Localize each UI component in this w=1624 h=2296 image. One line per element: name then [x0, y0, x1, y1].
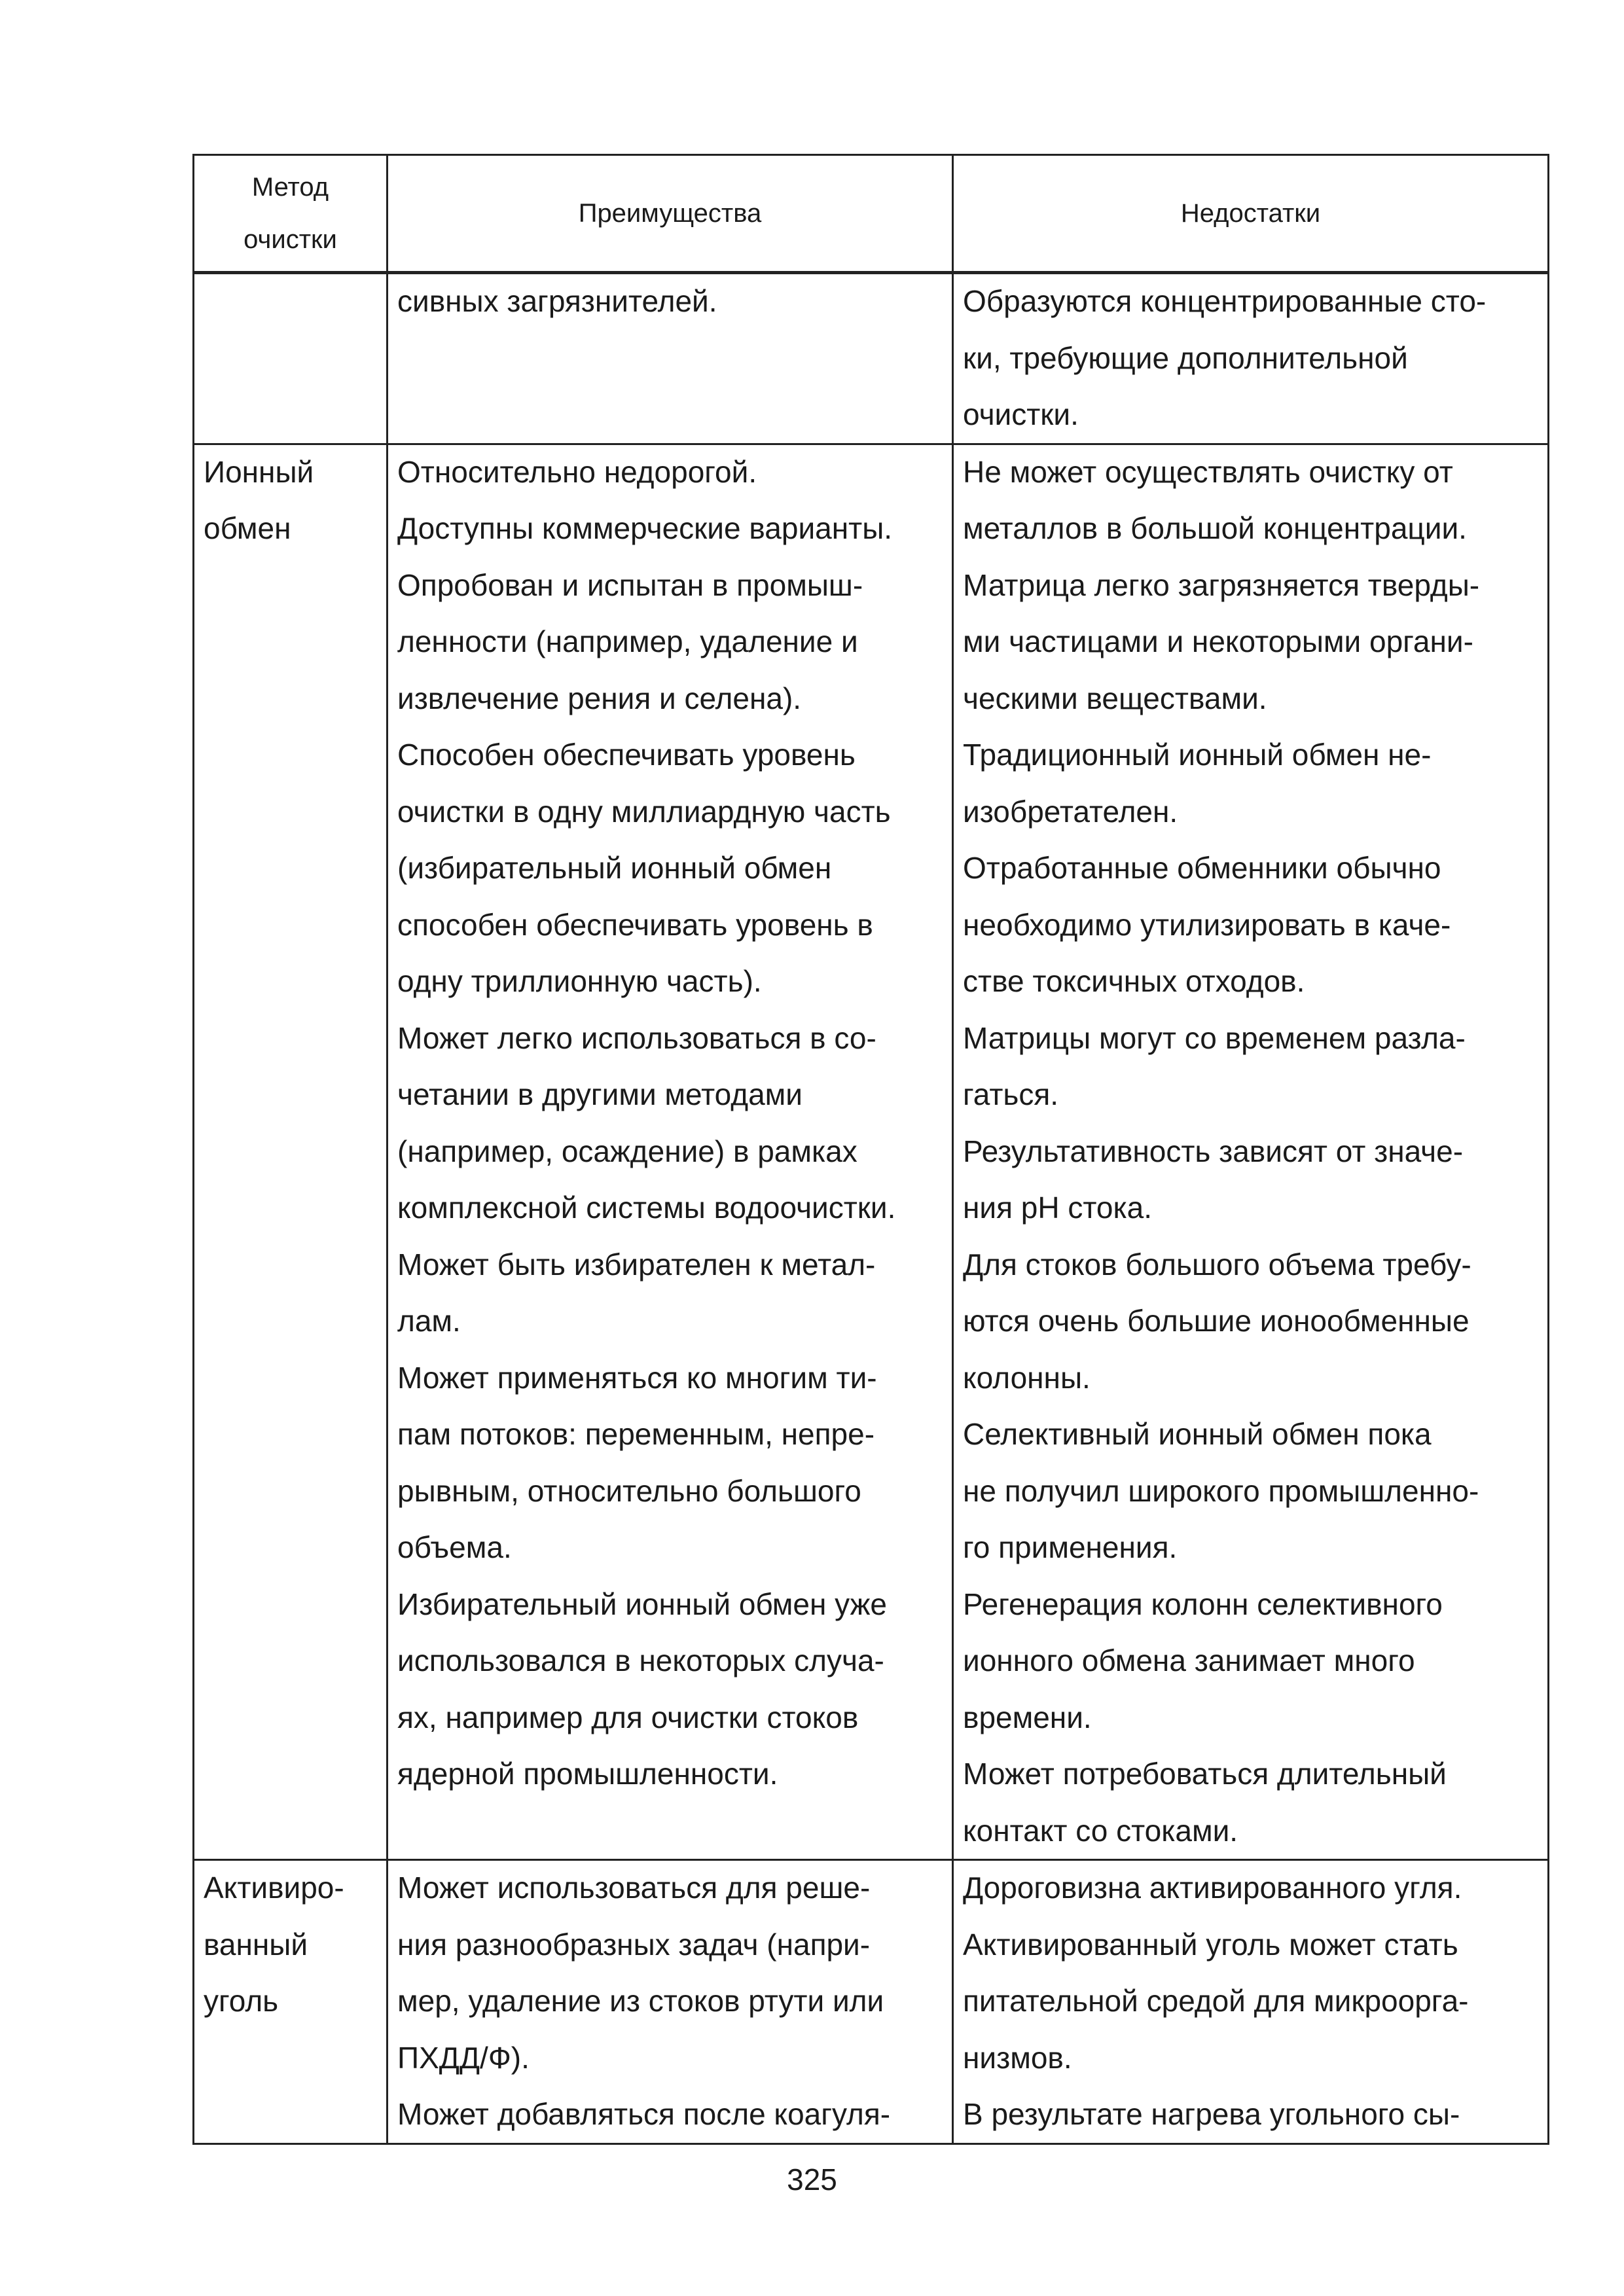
cell-line: изобретателен.	[963, 794, 1178, 829]
cell-line: Матрицы могут со временем разла-	[963, 1020, 1466, 1055]
cell-line: обмен	[204, 511, 291, 545]
cell-line: (например, осаждение) в рамках	[397, 1134, 857, 1168]
table-header-row	[194, 155, 1549, 273]
cell-line: Избирательный ионный обмен уже	[397, 1587, 887, 1621]
method-cell	[194, 444, 388, 1860]
cell-line: Активиро-	[204, 1871, 344, 1905]
header-disadvantages: Недостатки	[953, 155, 1549, 273]
cell-line: ки, требующие дополнительной	[963, 340, 1408, 375]
cell-line: Для стоков большого объема требу-	[963, 1247, 1471, 1282]
cell-line: лам.	[397, 1304, 461, 1338]
cell-line: колонны.	[963, 1360, 1091, 1395]
method-cell-text	[194, 444, 386, 557]
cell-line: Дороговизна активированного угля.	[963, 1871, 1462, 1905]
cell-line: Результативность зависят от значе-	[963, 1134, 1464, 1168]
cell-line: Селективный ионный обмен пока	[963, 1417, 1432, 1451]
cell-line: ния pH стока.	[963, 1191, 1153, 1225]
cell-line: гаться.	[963, 1077, 1059, 1111]
cell-line: ванный	[204, 1927, 308, 1962]
header-method-line2: очистки	[244, 225, 337, 254]
cell-line: Регенерация колонн селективного	[963, 1587, 1443, 1621]
cell-line: Может добавляться после коагуля-	[397, 2097, 891, 2131]
method-cell	[194, 1860, 388, 2144]
cell-line: рывным, относительно большого	[397, 1473, 861, 1508]
cell-line: необходимо утилизировать в каче-	[963, 907, 1451, 942]
cell-line: Ионный	[204, 454, 314, 489]
cell-line: мер, удаление из стоков ртути или	[397, 1984, 884, 2018]
methods-comparison-table	[192, 154, 1549, 2145]
cell-line: сивных загрязнителей.	[397, 284, 717, 318]
cell-line: го применения.	[963, 1530, 1178, 1564]
cell-line: Относительно недорогой.	[397, 454, 757, 489]
header-method-line1: Метод	[251, 173, 329, 202]
advantages-cell	[388, 273, 953, 444]
cell-line: ядерной промышленности.	[397, 1757, 778, 1791]
cell-line: очистки в одну миллиардную часть	[397, 794, 891, 829]
table-row	[194, 1860, 1549, 2144]
advantages-cell	[388, 444, 953, 1860]
cell-line: ПХДД/Ф).	[397, 2040, 530, 2075]
disadvantages-cell	[953, 1860, 1549, 2144]
method-cell-text	[194, 1859, 386, 2030]
cell-line: уголь	[204, 1984, 279, 2018]
cell-line: не получил широкого промышленно-	[963, 1473, 1479, 1508]
disadvantages-cell-text	[954, 1859, 1547, 2143]
cell-line: Отработанные обменники обычно	[963, 851, 1441, 885]
cell-line: очистки.	[963, 397, 1079, 431]
cell-line: металлов в большой концентрации.	[963, 511, 1467, 545]
disadvantages-cell	[953, 273, 1549, 444]
method-cell	[194, 273, 388, 444]
cell-line: Опробован и испытан в промыш-	[397, 567, 863, 602]
cell-line: комплексной системы водоочистки.	[397, 1191, 896, 1225]
cell-line: В результате нагрева угольного сы-	[963, 2097, 1460, 2131]
cell-line: (избирательный ионный обмен	[397, 851, 832, 885]
cell-line: Может быть избирателен к метал-	[397, 1247, 876, 1282]
disadvantages-cell-text	[954, 444, 1547, 1859]
cell-line: ются очень большие ионообменные	[963, 1304, 1470, 1338]
cell-line: ми частицами и некоторыми органи-	[963, 624, 1473, 658]
cell-line: Традиционный ионный обмен не-	[963, 738, 1432, 772]
header-method	[194, 155, 388, 273]
table-row	[194, 273, 1549, 444]
cell-line: низмов.	[963, 2040, 1072, 2075]
cell-line: способен обеспечивать уровень в	[397, 907, 873, 942]
cell-line: ния разнообразных задач (напри-	[397, 1927, 871, 1962]
disadvantages-cell	[953, 444, 1549, 1860]
cell-line: Способен обеспечивать уровень	[397, 738, 856, 772]
table-body	[194, 273, 1549, 2144]
page-number: 325	[787, 2162, 837, 2197]
table-row	[194, 444, 1549, 1860]
advantages-cell-text	[388, 1859, 952, 2143]
advantages-cell-text	[388, 273, 952, 330]
cell-line: времени.	[963, 1700, 1092, 1734]
cell-line: четании в другими методами	[397, 1077, 803, 1111]
advantages-cell-text	[388, 444, 952, 1803]
cell-line: Активированный уголь может стать	[963, 1927, 1458, 1962]
cell-line: ях, например для очистки стоков	[397, 1700, 859, 1734]
cell-line: Матрица легко загрязняется тверды-	[963, 567, 1480, 602]
cell-line: ионного обмена занимает много	[963, 1643, 1415, 1677]
cell-line: одну триллионную часть).	[397, 964, 762, 998]
cell-line: Может применяться ко многим ти-	[397, 1360, 877, 1395]
cell-line: ленности (например, удаление и	[397, 624, 858, 658]
header-advantages: Преимущества	[388, 155, 953, 273]
cell-line: Не может осуществлять очистку от	[963, 454, 1453, 489]
cell-line: контакт со стоками.	[963, 1813, 1238, 1848]
cell-line: Может потребоваться длительный	[963, 1757, 1447, 1791]
cell-line: объема.	[397, 1530, 512, 1564]
cell-line: пам потоков: переменным, непре-	[397, 1417, 875, 1451]
cell-line: стве токсичных отходов.	[963, 964, 1305, 998]
advantages-cell	[388, 1860, 953, 2144]
cell-line: Образуются концентрированные сто-	[963, 284, 1487, 318]
cell-line: Доступны коммерческие варианты.	[397, 511, 893, 545]
disadvantages-cell-text	[954, 273, 1547, 443]
cell-line: извлечение рения и селена).	[397, 681, 802, 715]
cell-line: Может легко использоваться в со-	[397, 1020, 876, 1055]
cell-line: использовался в некоторых случа-	[397, 1643, 884, 1677]
cell-line: питательной средой для микроорга-	[963, 1984, 1469, 2018]
cell-line: ческими веществами.	[963, 681, 1267, 715]
cell-line: Может использоваться для реше-	[397, 1871, 871, 1905]
